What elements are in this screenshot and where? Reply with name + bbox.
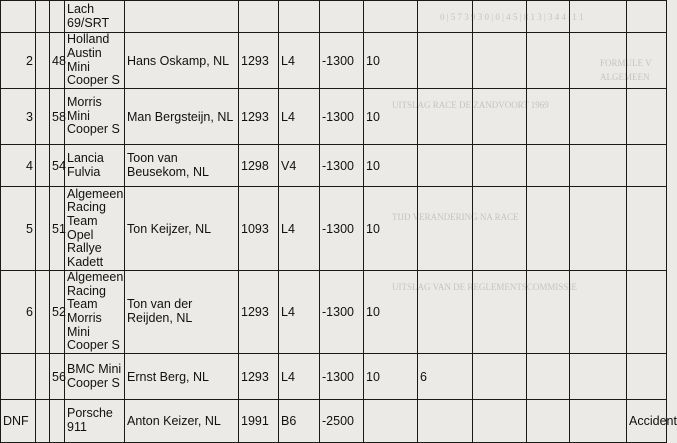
table-row [1,33,667,89]
engine-cell: L4 [279,33,320,89]
col10-cell [473,354,527,400]
laps-cell [364,400,418,443]
col10-cell [473,400,527,443]
laps-cell: 10 [364,354,418,400]
class-cell: -1300 [320,89,364,145]
blank-cell [527,187,570,271]
driver-cell: Ernst Berg, NL [125,354,239,400]
col10-cell [473,33,527,89]
laps-cell: 10 [364,271,418,354]
position-cell: 4 [1,145,36,187]
engine-cell: L4 [279,89,320,145]
laps-cell: 10 [364,187,418,271]
cc-cell: 1293 [239,33,279,89]
driver-cell: Man Bergsteijn, NL [125,89,239,145]
car-cell: Algemeen Racing Team Morris Mini Cooper S [65,271,125,354]
table-row [1,89,667,145]
blank-cell [570,271,627,354]
table-row [1,187,667,271]
ghost-text: 0 | 5 7 3 9 3 0 | 0 | 4 5 | 8 1 3 | 3 4 4 | 1 1 [440,12,584,22]
note-cell [627,1,667,33]
driver-cell: Ton van der Reijden, NL [125,271,239,354]
note-cell [627,187,667,271]
blank-cell [570,145,627,187]
driver-cell: Anton Keizer, NL [125,400,239,443]
start-number-cell: 48 [50,33,65,89]
blank-cell [527,89,570,145]
blank-cell [527,354,570,400]
engine-cell: L4 [279,187,320,271]
position-cell [1,354,36,400]
class-cell: -1300 [320,33,364,89]
blank-cell [36,145,50,187]
blank-cell [570,89,627,145]
col9-cell [418,89,473,145]
start-number-cell: 58 [50,89,65,145]
blank-cell [570,1,627,33]
car-cell: BMC Mini Cooper S [65,354,125,400]
ghost-text: ALGEMEEN [600,72,650,82]
blank-cell [36,354,50,400]
col9-cell [418,33,473,89]
start-number-cell [50,400,65,443]
cc-cell: 1298 [239,145,279,187]
class-cell: -1300 [320,354,364,400]
col10-cell [473,89,527,145]
car-cell: Lancia Fulvia [65,145,125,187]
col10-cell [473,1,527,33]
table-row [1,271,667,354]
engine-cell [279,1,320,33]
col9-cell: 6 [418,354,473,400]
car-cell: Porsche 911 [65,400,125,443]
class-cell: -1300 [320,187,364,271]
start-number-cell [50,1,65,33]
col9-cell [418,400,473,443]
position-cell [1,1,36,33]
car-cell: Lach 69/SRT [65,1,125,33]
cc-cell: 1293 [239,89,279,145]
driver-cell: Ton Keijzer, NL [125,187,239,271]
ghost-text: TIJD VERANDERING NA RACE [392,212,519,222]
table-row [1,354,667,400]
laps-cell: 10 [364,33,418,89]
class-cell: -2500 [320,400,364,443]
start-number-cell: 56 [50,354,65,400]
blank-cell [36,89,50,145]
ghost-text: UITSLAG VAN DE REGLEMENTSCOMMISSIE [392,282,577,292]
position-cell: 5 [1,187,36,271]
engine-cell: V4 [279,145,320,187]
blank-cell [570,354,627,400]
col9-cell [418,145,473,187]
laps-cell: 10 [364,89,418,145]
note-cell [627,89,667,145]
driver-cell: Toon van Beusekom, NL [125,145,239,187]
blank-cell [36,271,50,354]
start-number-cell: 54 [50,145,65,187]
driver-cell [125,1,239,33]
start-number-cell: 51 [50,187,65,271]
engine-cell: B6 [279,400,320,443]
position-cell: DNF [1,400,36,443]
blank-cell [527,400,570,443]
cc-cell: 1093 [239,187,279,271]
class-cell: -1300 [320,145,364,187]
blank-cell [570,187,627,271]
ghost-text: UITSLAG RACE DE ZANDVOORT 1969 [392,100,549,110]
blank-cell [527,33,570,89]
blank-cell [36,1,50,33]
position-cell: 3 [1,89,36,145]
blank-cell [36,33,50,89]
blank-cell [527,271,570,354]
note-cell: Accident [627,400,667,443]
class-cell: -1300 [320,271,364,354]
table-row [1,400,667,443]
laps-cell: 10 [364,145,418,187]
blank-cell [36,400,50,443]
col9-cell [418,187,473,271]
car-cell: Holland Austin Mini Cooper S [65,33,125,89]
car-cell: Algemeen Racing Team Opel Rallye Kadett [65,187,125,271]
cc-cell: 1991 [239,400,279,443]
table-row [1,145,667,187]
note-cell [627,33,667,89]
blank-cell [570,400,627,443]
blank-cell [527,145,570,187]
table-row [1,1,667,33]
note-cell [627,271,667,354]
blank-cell [36,187,50,271]
cc-cell: 1293 [239,354,279,400]
position-cell: 2 [1,33,36,89]
note-cell [627,145,667,187]
driver-cell: Hans Oskamp, NL [125,33,239,89]
car-cell: Morris Mini Cooper S [65,89,125,145]
blank-cell [527,1,570,33]
engine-cell: L4 [279,271,320,354]
laps-cell [364,1,418,33]
position-cell: 6 [1,271,36,354]
note-cell [627,354,667,400]
col10-cell [473,271,527,354]
col10-cell [473,187,527,271]
cc-cell [239,1,279,33]
col9-cell [418,271,473,354]
ghost-text: FORMULE V [600,58,652,68]
col10-cell [473,145,527,187]
cc-cell: 1293 [239,271,279,354]
blank-cell [570,33,627,89]
start-number-cell: 52 [50,271,65,354]
col9-cell [418,1,473,33]
class-cell [320,1,364,33]
engine-cell: L4 [279,354,320,400]
